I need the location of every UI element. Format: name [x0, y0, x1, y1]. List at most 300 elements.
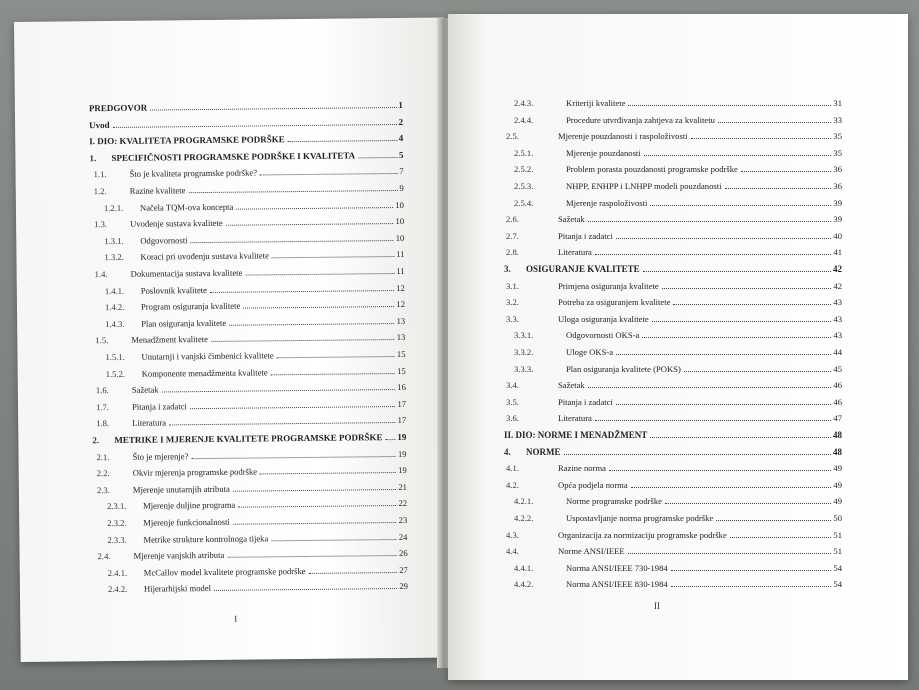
toc-entry-title: Literatura: [558, 247, 592, 258]
toc-entry-number: 4.3.: [506, 529, 519, 540]
toc-entry-number: 2.4.2.: [107, 584, 128, 595]
toc-entry-number: 3.3.2.: [514, 347, 534, 357]
toc-entry: [506, 231, 842, 241]
dot-leader: [644, 155, 832, 156]
toc-entry: [98, 548, 408, 561]
dot-leader: [233, 489, 397, 492]
toc-entry: [506, 413, 842, 423]
dot-leader: [226, 223, 394, 226]
toc-entry-title: Norme ANSI/IEEE: [558, 546, 625, 557]
dot-leader: [595, 254, 832, 255]
toc-entry-number: 2.4.4.: [514, 114, 534, 125]
toc-entry-title: Sažetak: [558, 380, 585, 391]
toc-entry-title: Potreba za osiguranjem kvalitete: [558, 297, 671, 308]
toc-entry: [506, 397, 842, 407]
dot-leader: [628, 105, 831, 106]
toc-entry-number: 1.: [89, 152, 97, 164]
toc-entry-number: 2.5.: [506, 131, 519, 142]
toc-entry-page: 40: [833, 230, 842, 241]
toc-entry-page: 51: [833, 546, 842, 557]
toc-entry-page: 24: [398, 531, 408, 542]
toc-entry-page: 17: [397, 415, 407, 426]
toc-entry: [514, 198, 842, 208]
toc-entry: [514, 347, 842, 357]
dot-leader: [662, 288, 832, 289]
toc-entry-number: 4.1.: [506, 463, 519, 474]
toc-entry-number: 2.5.1.: [514, 147, 534, 158]
toc-entry: [506, 530, 842, 540]
toc-entry-page: 7: [399, 166, 404, 177]
dot-leader: [616, 238, 832, 239]
toc-entry-number: 3.3.: [506, 313, 519, 324]
toc-entry-number: 4.4.1.: [514, 562, 534, 573]
toc-entry: [506, 463, 842, 473]
toc-entry: [104, 233, 404, 246]
toc-entry-title: Plan osiguranja kvalitete (POKS): [566, 363, 681, 374]
toc-entry-page: 43: [833, 313, 842, 324]
toc-entry: [506, 546, 842, 556]
toc-entry-number: 1.3.1.: [104, 235, 124, 246]
toc-entry-title: Pitanja i zadatci: [558, 230, 613, 241]
toc-entry-page: 26: [398, 548, 408, 559]
dot-leader: [730, 537, 832, 538]
toc-entry-page: 15: [397, 365, 406, 376]
dot-leader: [236, 207, 393, 210]
toc-entry: [104, 249, 404, 262]
dot-leader: [271, 373, 395, 375]
dot-leader: [309, 572, 398, 574]
dot-leader: [191, 240, 394, 243]
toc-entry-number: 2.5.2.: [514, 164, 534, 175]
toc-entry-page: 12: [396, 299, 406, 310]
toc-entry: [107, 532, 407, 545]
toc-entry-number: 3.5.: [506, 396, 519, 407]
toc-entry-title: Norma ANSI/IEEE 730-1984: [566, 562, 668, 573]
toc-entry: [514, 164, 842, 174]
toc-entry-title: SPECIFIČNOSTI PROGRAMSKE PODRŠKE I KVALITETA: [111, 150, 356, 163]
toc-entry-page: 44: [833, 347, 842, 357]
dot-leader: [564, 454, 832, 455]
toc-entry: [95, 332, 405, 345]
toc-entry-number: 4.: [504, 446, 511, 457]
toc-entry-title: Pitanja i zadatci: [558, 396, 613, 407]
toc-entry-number: 2.4.1.: [107, 567, 128, 578]
dot-leader: [631, 487, 832, 488]
toc-entry-page: 39: [833, 197, 842, 208]
dot-leader: [595, 420, 832, 421]
dot-leader: [588, 221, 832, 222]
toc-entry-page: 49: [833, 463, 842, 474]
dot-leader: [588, 387, 832, 388]
toc-entry-page: 46: [833, 380, 842, 391]
toc-entry-title: Procedure utvrđivanja zahtjeva za kvalitetu: [566, 114, 715, 125]
toc-entry-title: Menadžment kvalitete: [131, 334, 208, 346]
toc-entry-number: 2.3.3.: [107, 534, 127, 545]
left-page-number: I: [234, 613, 238, 624]
toc-entry-page: 12: [396, 282, 405, 293]
dot-leader: [650, 437, 831, 438]
toc-entry: [97, 482, 407, 495]
dot-leader: [211, 339, 395, 342]
toc-entry-title: Mjerenje unutarnjih atributa: [132, 483, 230, 495]
dot-leader: [718, 122, 832, 123]
toc-entry-title: Unutarnji i vanjski čimbenici kvalitete: [141, 350, 274, 362]
toc-entry-page: 23: [398, 514, 408, 525]
toc-entry-page: 19: [397, 431, 407, 443]
toc-entry: [506, 314, 842, 324]
toc-entry-title: Mjerenje pouzdanosti i raspoloživosti: [558, 131, 688, 142]
toc-entry-number: 1.6.: [95, 385, 109, 396]
toc-entry: [504, 447, 842, 457]
toc-entry-page: 15: [396, 348, 406, 360]
toc-entry-page: 13: [396, 332, 406, 343]
dot-leader: [652, 321, 832, 322]
toc-entry-page: 49: [833, 479, 842, 490]
toc-entry-page: 47: [833, 413, 842, 424]
toc-entry-number: 1.3.2.: [104, 252, 124, 263]
toc-entry-title: II. DIO: NORME I MENADŽMENT: [504, 430, 648, 440]
dot-leader: [229, 323, 394, 326]
toc-entry-page: 54: [833, 562, 842, 573]
toc-entry: [514, 115, 842, 125]
toc-entry-title: Odgovornosti: [140, 234, 188, 246]
dot-leader: [271, 539, 397, 541]
toc-entry: [514, 98, 842, 108]
right-page: [448, 14, 908, 680]
dot-leader: [272, 256, 394, 258]
toc-entry-page: 39: [833, 214, 842, 225]
toc-entry-title: McCallov model kvalitete programske podrške: [143, 565, 306, 578]
toc-entry-number: 2.4.3.: [514, 98, 534, 108]
toc-entry: [506, 297, 842, 307]
toc-entry-title: Komponente menadžmenta kvalitete: [141, 366, 268, 379]
toc-entry: [89, 100, 403, 113]
dot-leader: [191, 456, 396, 459]
toc-entry: [514, 364, 842, 374]
toc-entry-title: Uvođenje sustava kvalitete: [130, 218, 223, 229]
dot-leader: [716, 520, 831, 521]
dot-leader: [616, 404, 832, 405]
toc-entry: [514, 563, 842, 573]
dot-leader: [671, 570, 832, 571]
toc-entry-number: 3.4.: [506, 380, 519, 391]
toc-entry-page: 51: [833, 529, 842, 540]
toc-entry-number: 1.4.2.: [104, 302, 125, 313]
toc-entry-title: Uspostavljanje norma programske podrške: [566, 513, 714, 523]
dot-leader: [190, 406, 396, 409]
toc-entry: [506, 480, 842, 490]
toc-entry-title: Sažetak: [131, 384, 159, 395]
toc-entry-number: 3.3.1.: [514, 330, 534, 341]
toc-entry-title: Norma ANSI/IEEE 830-1984: [566, 579, 668, 590]
toc-entry: [105, 283, 405, 296]
toc-entry: [94, 166, 404, 179]
toc-entry-page: 49: [833, 496, 842, 507]
toc-entry-number: 1.2.1.: [103, 202, 124, 213]
toc-entry: [506, 281, 842, 291]
toc-entry-number: 2.2.: [96, 468, 110, 479]
toc-entry: [108, 581, 408, 594]
dot-leader: [673, 304, 831, 305]
dot-leader: [113, 124, 397, 128]
toc-entry-number: 1.5.2.: [105, 368, 126, 379]
toc-entry-number: 1.7.: [95, 401, 109, 412]
toc-entry-number: 2.3.: [96, 484, 110, 495]
dot-leader: [386, 439, 396, 440]
toc-entry-page: 11: [396, 265, 405, 277]
dot-leader: [169, 422, 396, 425]
toc-entry-title: Metrike strukture kontrolnoga tijeka: [143, 532, 269, 545]
toc-entry-page: 36: [833, 181, 842, 191]
dot-leader: [609, 470, 831, 471]
toc-entry-title: PREDGOVOR: [88, 102, 148, 114]
toc-entry-number: 1.2.: [93, 186, 107, 197]
toc-entry-title: Mjerenje pouzdanosti: [566, 147, 641, 158]
toc-entry-page: 11: [396, 249, 405, 260]
toc-entry-title: Okvir mjerenja programske podrške: [132, 466, 258, 478]
toc-entry-page: 43: [833, 330, 842, 341]
toc-entry-number: 1.8.: [96, 418, 110, 429]
toc-entry: [506, 380, 842, 390]
right-page-number: II: [654, 601, 660, 611]
toc-entry-title: Razine norma: [558, 463, 606, 474]
toc-entry-number: 4.4.2.: [514, 579, 534, 590]
toc-entry-page: 21: [398, 481, 407, 492]
toc-entry-number: 4.2.: [506, 479, 519, 490]
toc-entry-number: 2.5.4.: [514, 197, 534, 208]
toc-entry: [105, 316, 405, 329]
toc-entry-title: Odgovornosti OKS-a: [566, 330, 640, 341]
dot-leader: [288, 140, 397, 142]
toc-entry: [97, 449, 407, 462]
toc-entry: [105, 299, 405, 312]
toc-entry-page: 10: [395, 199, 404, 210]
toc-entry-title: Plan osiguranja kvalitete: [141, 317, 227, 329]
toc-entry-title: Uloga osiguranja kvalitete: [558, 313, 649, 324]
dot-leader: [741, 171, 832, 172]
toc-entry-title: Kriteriji kvalitete: [566, 98, 626, 108]
toc-entry-title: Koraci pri uvođenju sustava kvalitete: [140, 250, 269, 263]
toc-entry-page: 42: [833, 264, 842, 274]
toc-entry-number: 2.: [92, 435, 100, 446]
toc-entry-number: 2.7.: [506, 230, 519, 241]
toc-entry-title: Pitanja i zadatci: [131, 401, 187, 412]
toc-entry-number: 1.4.3.: [105, 318, 125, 329]
toc-entry-page: 31: [833, 98, 842, 108]
toc-entry-number: 1.4.: [94, 269, 108, 280]
toc-entry: [94, 183, 404, 196]
dot-leader: [671, 586, 832, 587]
toc-entry-page: 10: [395, 216, 405, 227]
toc-entry-page: 2: [398, 116, 404, 127]
toc-entry-title: Poslovnik kvalitete: [140, 284, 207, 296]
dot-leader: [260, 472, 396, 474]
toc-entry-number: 3.: [504, 264, 511, 274]
toc-entry-title: OSIGURANJE KVALITETE: [526, 264, 640, 274]
toc-entry-page: 13: [396, 315, 406, 326]
toc-entry: [514, 579, 842, 589]
toc-entry: [89, 117, 403, 130]
dot-leader: [616, 354, 831, 355]
toc-entry-page: 4: [398, 133, 404, 144]
toc-entry-title: Program osiguranja kvalitete: [140, 300, 241, 312]
toc-entry-page: 5: [398, 149, 404, 160]
toc-entry-page: 9: [399, 182, 404, 193]
toc-entry-title: Što je kvaliteta programske podrške?: [129, 167, 258, 180]
toc-entry-number: 3.2.: [506, 297, 519, 308]
toc-entry-number: 2.8.: [506, 247, 519, 258]
dot-leader: [665, 503, 831, 504]
toc-entry: [514, 330, 842, 340]
toc-entry-title: Mjerenje duljine programa: [143, 500, 236, 512]
toc-entry: [107, 498, 407, 511]
dot-leader: [245, 273, 394, 276]
toc-entry: [506, 131, 842, 141]
toc-entry: [96, 415, 406, 428]
toc-entry-page: 43: [833, 297, 842, 308]
toc-entry-page: 41: [833, 247, 842, 258]
toc-entry: [97, 465, 407, 478]
toc-entry-title: Sažetak: [558, 214, 585, 225]
toc-entry-page: 10: [395, 232, 405, 243]
toc-entry: [506, 214, 842, 224]
toc-entry-title: NORME: [526, 446, 561, 457]
dot-leader: [691, 138, 832, 139]
toc-entry-number: 2.3.1.: [107, 501, 127, 512]
toc-entry-number: 1.1.: [93, 169, 107, 180]
toc-entry-page: 48: [833, 430, 842, 440]
toc-entry-title: Organizacija za normizaciju programske podrške: [558, 529, 727, 540]
toc-entry-title: Dokumentacija sustava kvalitete: [130, 267, 243, 279]
toc-entry-page: 35: [833, 131, 842, 142]
toc-entry-page: 16: [397, 382, 406, 393]
toc-entry-number: 1.3.: [94, 219, 108, 230]
toc-entry-title: METRIKE I MJERENJE KVALITETE PROGRAMSKE PODRŠKE: [114, 432, 383, 445]
toc-entry: [506, 247, 842, 257]
toc-entry-number: 1.4.1.: [104, 285, 125, 296]
toc-entry: [514, 496, 842, 506]
toc-entry: [89, 133, 403, 146]
toc-entry-title: Uloge OKS-a: [566, 347, 614, 357]
dot-leader: [277, 356, 395, 358]
toc-entry-number: 2.6.: [506, 214, 519, 225]
toc-entry-page: 17: [397, 398, 407, 409]
toc-entry-page: 36: [833, 164, 842, 175]
dot-leader: [238, 505, 396, 508]
toc-entry-title: Primjena osiguranja kvalitete: [558, 280, 659, 291]
toc-entry-page: 22: [398, 498, 408, 509]
toc-entry: [92, 432, 406, 445]
dot-leader: [150, 107, 396, 111]
toc-entry-page: 48: [833, 446, 842, 457]
toc-entry-number: 4.4.: [506, 546, 519, 557]
toc-entry-title: Problem porasta pouzdanosti programske podrške: [566, 164, 738, 175]
toc-entry-title: Literatura: [132, 417, 167, 429]
toc-entry-title: Mjerenje vanjskih atributa: [133, 550, 225, 561]
toc-entry: [504, 264, 842, 274]
toc-entry-page: 19: [398, 465, 407, 476]
dot-leader: [725, 188, 832, 189]
toc-entry-title: Literatura: [558, 413, 592, 424]
toc-entry: [96, 382, 406, 395]
toc-entry-title: Razine kvalitete: [129, 185, 186, 196]
toc-entry-page: 54: [833, 579, 842, 590]
toc-entry: [108, 565, 408, 578]
dot-leader: [642, 337, 831, 338]
toc-entry-number: 1.5.: [95, 335, 109, 346]
toc-entry-number: 4.2.2.: [514, 513, 534, 523]
toc-entry-page: 42: [833, 280, 842, 291]
toc-entry-title: NHPP, ENHPP i LNHPP modeli pouzdanosti: [566, 181, 722, 191]
toc-entry-number: 3.6.: [506, 413, 519, 424]
dot-leader: [162, 389, 396, 392]
toc-entry-number: 4.2.1.: [514, 496, 534, 507]
dot-leader: [227, 555, 397, 558]
left-page: [14, 17, 451, 661]
toc-entry-title: Mjerenje raspoloživosti: [566, 197, 648, 208]
toc-entry-title: I. DIO: KVALITETA PROGRAMSKE PODRŠKE: [89, 134, 285, 147]
dot-leader: [260, 173, 397, 175]
dot-leader: [684, 371, 832, 372]
toc-entry: [504, 430, 842, 440]
toc-entry-title: Opća podjela norma: [558, 479, 628, 490]
toc-entry-number: 2.3.2.: [107, 517, 127, 529]
dot-leader: [650, 205, 831, 206]
toc-entry-page: 29: [399, 581, 408, 592]
dot-leader: [233, 522, 397, 525]
toc-entry-page: 45: [833, 363, 842, 374]
toc-entry-number: 2.4.: [97, 551, 111, 562]
toc-entry: [94, 216, 404, 229]
toc-entry: [514, 513, 842, 523]
dot-leader: [358, 157, 397, 158]
toc-entry-number: 3.1.: [506, 280, 519, 291]
toc-entry-number: 2.5.3.: [514, 181, 534, 191]
dot-leader: [214, 588, 397, 591]
dot-leader: [243, 306, 394, 309]
toc-entry: [89, 150, 403, 163]
toc-entry-page: 33: [833, 114, 842, 125]
toc-entry-number: 1.5.1.: [105, 351, 125, 363]
toc-entry-page: 27: [399, 564, 408, 575]
toc-entry: [95, 266, 405, 279]
toc-entry: [514, 148, 842, 158]
toc-entry-title: Uvod: [89, 119, 110, 130]
toc-entry: [104, 200, 404, 213]
toc-entry-title: Norme programske podrške: [566, 496, 662, 507]
dot-leader: [643, 271, 831, 272]
toc-entry-page: 50: [833, 513, 842, 523]
toc-entry-page: 19: [397, 448, 407, 459]
dot-leader: [628, 553, 832, 554]
toc-entry-page: 35: [833, 147, 842, 158]
toc-entry: [514, 181, 842, 191]
toc-entry-title: Hijerarhijski model: [143, 583, 212, 595]
dot-leader: [210, 290, 394, 293]
toc-entry-title: Što je mjerenje?: [132, 450, 189, 462]
toc-entry-number: 3.3.3.: [514, 363, 534, 374]
toc-entry: [106, 366, 406, 379]
toc-entry: [105, 349, 405, 362]
toc-entry-title: Načela TQM-ova koncepta: [139, 201, 234, 213]
toc-entry-page: 1: [398, 99, 403, 110]
toc-entry-title: Mjerenje funkcionalnosti: [143, 516, 230, 528]
toc-entry: [107, 515, 407, 528]
toc-entry: [96, 399, 406, 412]
dot-leader: [188, 190, 397, 193]
toc-entry-number: 2.1.: [96, 451, 110, 462]
toc-entry-page: 46: [833, 396, 842, 407]
